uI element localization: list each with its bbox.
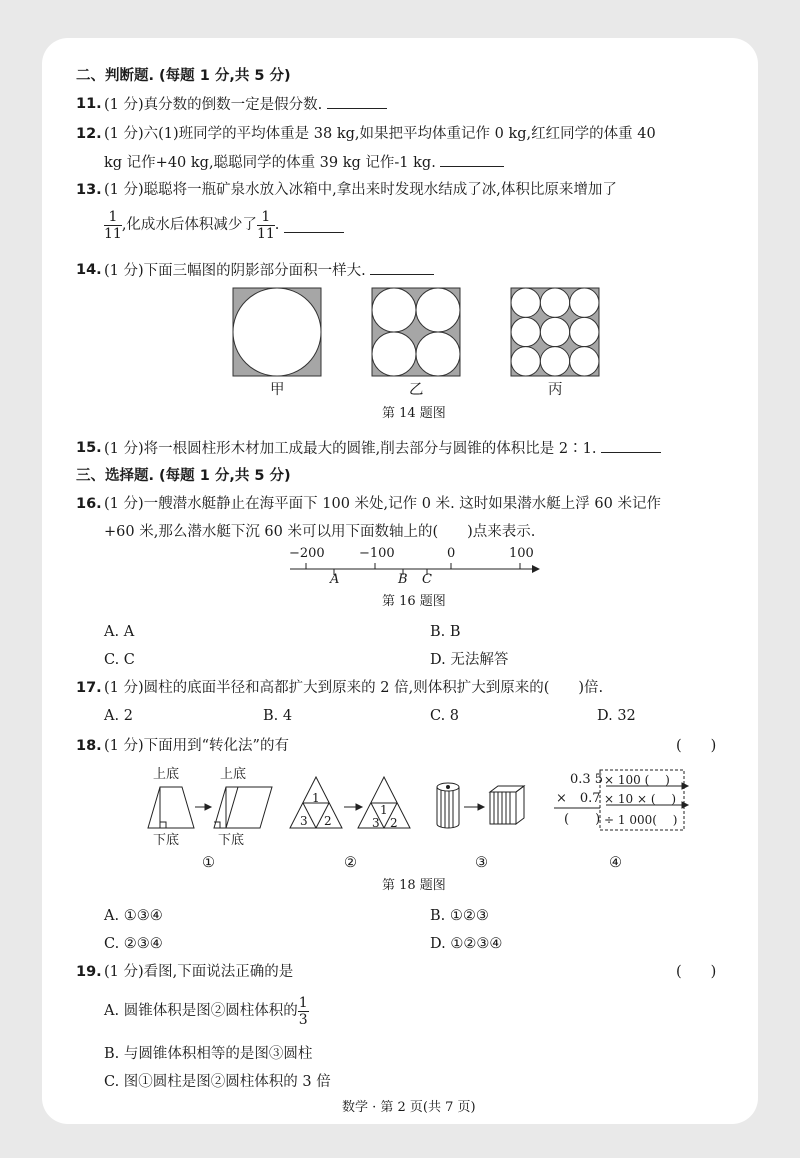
q18-calc-result: ( )	[564, 812, 601, 827]
q13-number: 13.	[76, 182, 102, 198]
q18-tri1-label-3: 3	[300, 814, 308, 828]
q19-option-c[interactable]: C. 图①圆柱是图②圆柱体积的 3 倍	[104, 1074, 331, 1090]
q17-option-c[interactable]: C. 8	[430, 708, 460, 724]
q16-tick-100: 100	[509, 546, 534, 561]
q18-calc-step1: × 100 ( )	[604, 773, 670, 787]
q18-option-b[interactable]: B. ①②③	[430, 908, 489, 924]
q19-option-a[interactable]: A. 圆锥体积是图②圆柱体积的 $\frac{1}{3}$	[104, 994, 308, 1028]
q19-answer-paren[interactable]: ( )	[676, 964, 717, 980]
q18-caption: 第 18 题图	[382, 878, 446, 893]
q17-number: 17.	[76, 680, 102, 696]
q16-option-c[interactable]: C. C	[104, 652, 135, 668]
q19-number: 19.	[76, 964, 102, 980]
page-footer: 数学 · 第 2 页(共 7 页)	[342, 1100, 476, 1115]
q16-option-a[interactable]: A. A	[104, 624, 135, 640]
q15-number: 15.	[76, 440, 102, 456]
q18-figure-1	[148, 787, 272, 828]
q18-circled-1: ①	[202, 855, 215, 871]
q16-number: 16.	[76, 496, 102, 512]
q16-number-line	[290, 563, 540, 575]
q16-point-c: C	[422, 572, 432, 587]
q17-option-d[interactable]: D. 32	[597, 708, 636, 724]
q14-label-jia: 甲	[270, 382, 285, 398]
q13-line2: $\frac{1}{11}$ ,化成水后体积减少了 $\frac{1}{11}$ .	[104, 208, 344, 242]
q16-tick-0: 0	[447, 546, 456, 561]
q16-point-b: B	[398, 572, 408, 587]
q18-number: 18.	[76, 738, 102, 754]
q18-figure-3	[437, 783, 524, 828]
q14-text: (1 分)下面三幅图的阴影部分面积一样大.	[104, 260, 434, 281]
q17-text: (1 分)圆柱的底面半径和高都扩大到原来的 2 倍,则体积扩大到原来的( )倍.	[104, 680, 604, 696]
section-judge-title: 二、判断题. (每题 1 分,共 5 分)	[76, 68, 291, 84]
q11-number: 11.	[76, 96, 102, 112]
q19-text: (1 分)看图,下面说法正确的是	[104, 964, 294, 980]
q18-answer-paren[interactable]: ( )	[676, 738, 717, 754]
q16-option-d[interactable]: D. 无法解答	[430, 652, 509, 668]
q14-label-yi: 乙	[409, 382, 424, 398]
q16-point-a: A	[330, 572, 340, 587]
q16-caption: 第 16 题图	[382, 594, 446, 609]
q16-tick-neg200: −200	[289, 546, 325, 561]
q16-line1: (1 分)一艘潜水艇静止在海平面下 100 米处,记作 0 米. 这时如果潜水艇上浮 60 米记作	[104, 496, 661, 512]
q19-option-b[interactable]: B. 与圆锥体积相等的是图③圆柱	[104, 1046, 313, 1062]
q12-number: 12.	[76, 126, 102, 142]
q18-option-a[interactable]: A. ①③④	[104, 908, 163, 924]
q13-line1: (1 分)聪聪将一瓶矿泉水放入冰箱中,拿出来时发现水结成了冰,体积比原来增加了	[104, 182, 617, 198]
q19-option-a-fraction: $\frac{1}{3}$	[298, 994, 308, 1028]
q18-tri2-label-3: 3	[372, 816, 380, 830]
q15-text: (1 分)将一根圆柱形木材加工成最大的圆锥,削去部分与圆锥的体积比是 2∶1.	[104, 438, 661, 459]
q18-calc-line2: × 0.7	[556, 791, 601, 806]
q18-calc-step2: × 10 × ( )	[604, 792, 677, 806]
q18-tri2-label-2: 2	[390, 816, 398, 830]
q18-circled-3: ③	[475, 855, 488, 871]
q18-tri1-label-1: 1	[312, 791, 320, 805]
q16-option-b[interactable]: B. B	[430, 624, 461, 640]
q12-line2: kg 记作+40 kg,聪聪同学的体重 39 kg 记作-1 kg.	[104, 152, 504, 173]
q18-tri2-label-1: 1	[380, 803, 388, 817]
q14-caption: 第 14 题图	[382, 406, 446, 421]
q14-figure-jia	[233, 288, 321, 376]
q18-circled-2: ②	[344, 855, 357, 871]
q18-fig1-top-label-a: 上底	[153, 767, 180, 782]
q17-option-a[interactable]: A. 2	[104, 708, 133, 724]
q18-calc-step3: ÷ 1 000( )	[604, 813, 678, 827]
q13-fraction-1: $\frac{1}{11}$	[104, 208, 122, 242]
q16-tick-neg100: −100	[359, 546, 395, 561]
q18-fig1-bottom-label-a: 下底	[153, 833, 180, 848]
q18-option-d[interactable]: D. ①②③④	[430, 936, 503, 952]
q14-figure-bing	[511, 288, 599, 376]
q11-text: (1 分)真分数的倒数一定是假分数.	[104, 94, 387, 115]
q18-text: (1 分)下面用到“转化法”的有	[104, 738, 289, 754]
q14-label-bing: 丙	[548, 382, 563, 398]
q18-option-c[interactable]: C. ②③④	[104, 936, 163, 952]
q15-answer-blank[interactable]	[601, 438, 661, 453]
q18-circled-4: ④	[609, 855, 622, 871]
q18-calc-line1: 0.3 5	[570, 772, 604, 787]
q18-tri1-label-2: 2	[324, 814, 332, 828]
q18-fig1-top-label-b: 上底	[220, 767, 247, 782]
q14-figure-yi	[372, 288, 460, 376]
q16-line2: +60 米,那么潜水艇下沉 60 米可以用下面数轴上的( )点来表示.	[104, 524, 536, 540]
q13-fraction-2: $\frac{1}{11}$	[256, 208, 275, 242]
q12-line1: (1 分)六(1)班同学的平均体重是 38 kg,如果把平均体重记作 0 kg,红红同学的体重 40	[104, 126, 656, 142]
q17-option-b[interactable]: B. 4	[263, 708, 293, 724]
section-choice-title: 三、选择题. (每题 1 分,共 5 分)	[76, 468, 291, 484]
q14-number: 14.	[76, 262, 102, 278]
q18-fig1-bottom-label-b: 下底	[218, 833, 245, 848]
